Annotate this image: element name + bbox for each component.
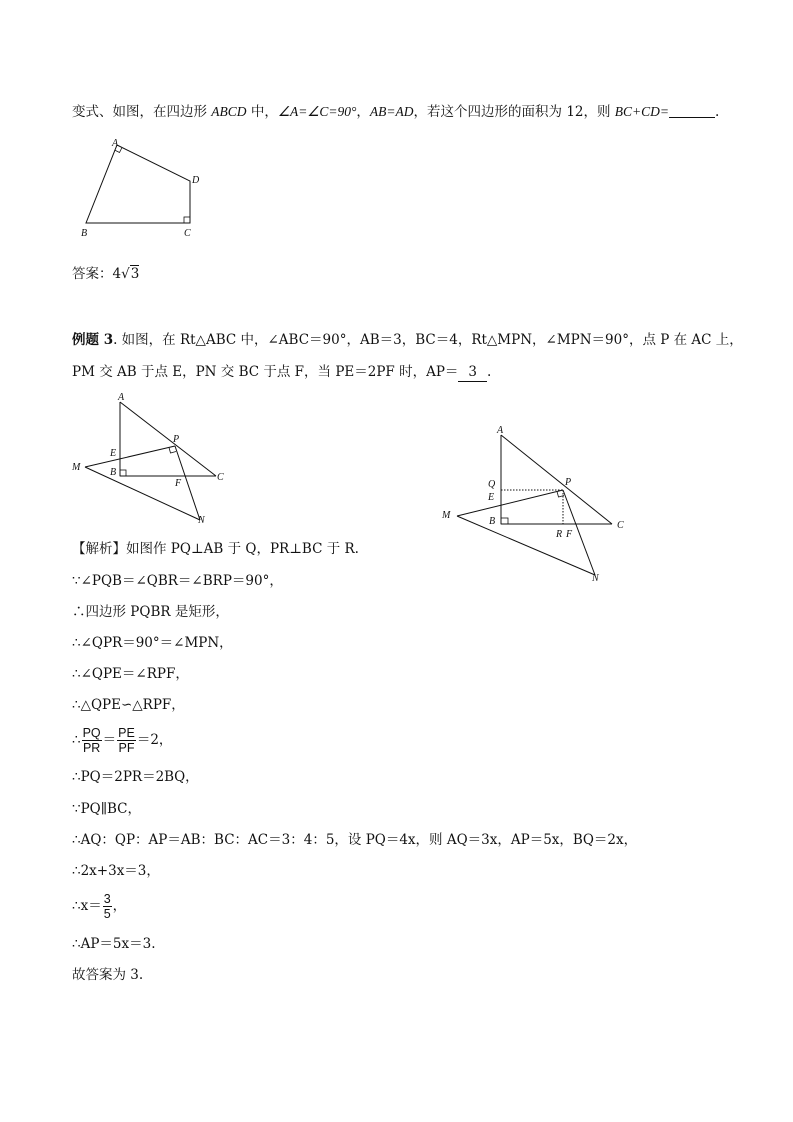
variant-text-3: ，若这个四边形的面积为 12，则	[413, 104, 615, 120]
fig2-label-A: A	[497, 425, 504, 436]
triangle-figure-1	[66, 390, 236, 530]
fraction-numerator: PQ	[82, 726, 101, 740]
variant-angle-cond: ∠A=∠C=90°	[277, 104, 357, 119]
fig2-label-P: P	[565, 477, 572, 488]
solution-line-11: ∴2x+3x＝3，	[72, 863, 160, 879]
fig1-label-E: E	[110, 448, 117, 459]
solution-line-10: ∴AQ：QP：AP＝AB：BC：AC＝3：4：5，设 PQ＝4x，则 AQ＝3x，AP＝5x，BQ＝2x，	[72, 832, 638, 848]
example3-text-2: PM 交 AB 于点 E，PN 交 BC 于点 F，当 PE＝2PF 时，AP＝	[72, 364, 459, 380]
fig2-label-N: N	[592, 573, 599, 584]
variant-sep: ，	[356, 104, 370, 120]
answer-radical: 3	[130, 266, 140, 282]
fraction-denominator: 5	[103, 907, 111, 921]
fig1-label-M: M	[72, 462, 81, 473]
variant-problem	[72, 103, 719, 121]
answer-coef: 4	[112, 266, 122, 282]
fraction-pq-pr	[82, 726, 102, 755]
example3-text-1: . 如图，在 Rt△ABC 中，∠ABC＝90°，AB＝3，BC＝4，Rt△MPN，∠MPN＝90°，点 P 在 AC 上，	[113, 332, 743, 348]
fig1-label-B: B	[110, 467, 117, 478]
fig2-label-F: F	[566, 529, 573, 540]
equation-tail: ，	[112, 898, 127, 914]
solution-line-7	[72, 725, 172, 755]
quadrilateral-figure	[72, 135, 222, 245]
fig1-label-C: C	[217, 472, 224, 483]
example3-line1	[72, 331, 743, 349]
label-B: B	[81, 228, 88, 239]
fig2-label-Q: Q	[488, 479, 496, 490]
x-equals: ∴x＝	[72, 898, 102, 914]
solution-line-14: 故答案为 3.	[72, 967, 144, 983]
fraction-pe-pf	[117, 726, 136, 755]
label-D: D	[192, 175, 200, 186]
equation-tail: ＝2，	[136, 732, 173, 748]
variant-text-2: 中，	[246, 104, 278, 120]
solution-line-5: ∴∠QPE＝∠RPF，	[72, 666, 189, 682]
variant-end: .	[715, 104, 720, 120]
example3-label: 例题 3	[72, 332, 114, 348]
fraction-numerator: PE	[118, 726, 135, 740]
fig2-label-E: E	[488, 492, 495, 503]
solution-line-3: ∴四边形 PQBR 是矩形，	[72, 604, 229, 620]
example3-line2	[72, 363, 491, 382]
fig1-label-F: F	[175, 478, 182, 489]
variant-answer	[72, 265, 139, 283]
solution-line-13: ∴AP＝5x＝3.	[72, 936, 156, 952]
solution-line-2: ∵∠PQB＝∠QBR＝∠BRP＝90°，	[72, 573, 283, 589]
fig1-label-P: P	[173, 434, 180, 445]
solution-line-9: ∵PQ∥BC，	[72, 801, 141, 817]
triangle-figure-2	[436, 418, 636, 588]
solution-line-1: 【解析】如图作 PQ⊥AB 于 Q，PR⊥BC 于 R.	[72, 541, 359, 557]
sqrt-symbol: √	[121, 266, 130, 282]
solution-line-4: ∴∠QPR＝90°＝∠MPN，	[72, 635, 233, 651]
label-A: A	[112, 138, 119, 149]
fig1-label-A: A	[118, 392, 125, 403]
fig2-label-M: M	[442, 510, 451, 521]
example3-end: .	[487, 364, 492, 380]
solution-line-6: ∴△QPE∽△RPF，	[72, 697, 185, 713]
variant-side-cond: AB=AD	[369, 104, 414, 119]
therefore-symbol: ∴	[72, 732, 81, 748]
solution-line-8: ∴PQ＝2PR＝2BQ，	[72, 769, 199, 785]
variant-text-1: 变式、如图，在四边形	[72, 104, 212, 120]
fig2-label-C: C	[617, 520, 624, 531]
fraction-3-5	[103, 892, 112, 921]
fraction-denominator: PR	[82, 741, 101, 755]
equals-sign: ＝	[102, 732, 117, 748]
solution-line-12	[72, 891, 126, 921]
fraction-numerator: 3	[103, 892, 111, 906]
answer-blank	[669, 103, 715, 118]
answer-label: 答案：	[72, 266, 113, 282]
fig2-label-B: B	[489, 516, 496, 527]
variant-ask: BC+CD=	[614, 104, 670, 119]
fig2-label-R: R	[556, 529, 563, 540]
label-C: C	[184, 228, 191, 239]
fraction-denominator: PF	[118, 741, 135, 755]
variant-quad: ABCD	[211, 104, 247, 119]
example3-answer: 3	[458, 363, 487, 382]
fig1-label-N: N	[198, 515, 205, 526]
